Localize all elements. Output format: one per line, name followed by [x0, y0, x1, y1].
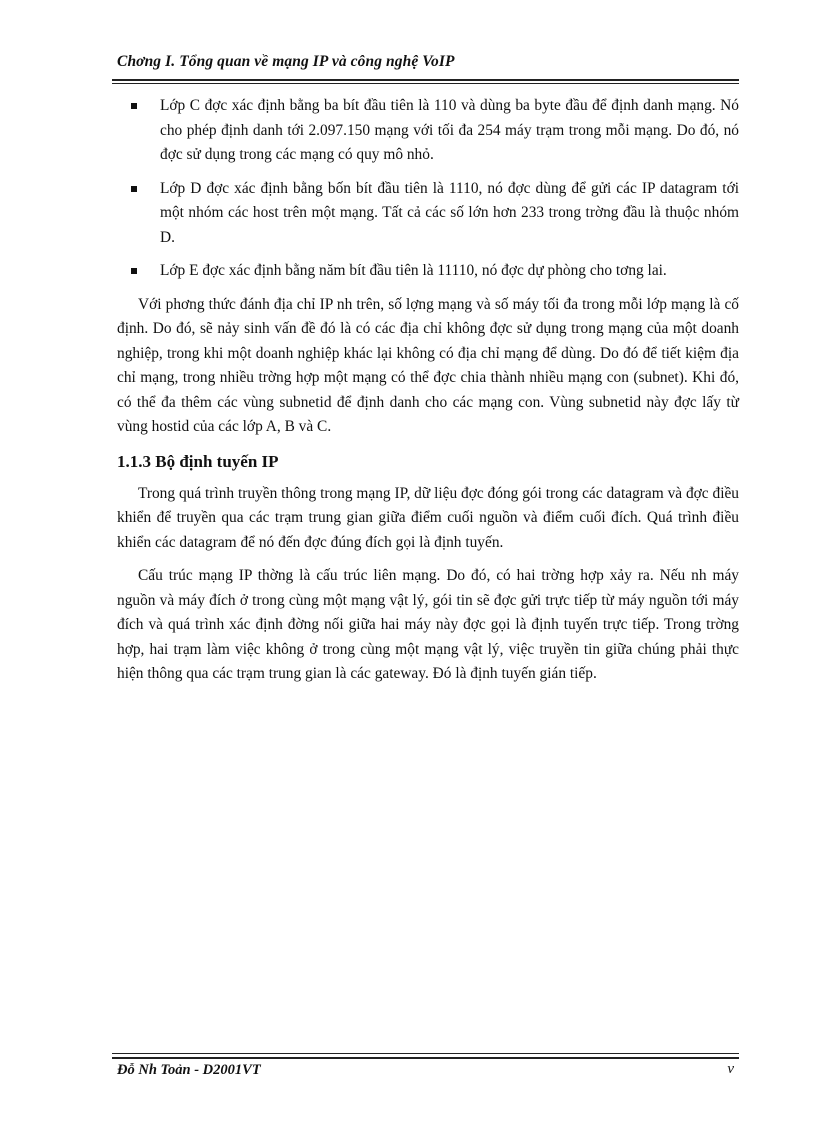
bullet-text: Lớp C đợc xác định bằng ba bít đầu tiên là 110 và dùng ba byte đầu để định danh mạng. Nó cho phép định danh tới 2.097.150 mạng với tối đa 254 máy trạm trong mỗi mạng. Do đó, nó đợc sử dụng trong các mạng có quy mô nhỏ. — [160, 97, 739, 163]
bullet-item-class-e — [117, 259, 739, 284]
bullet-text: Lớp D đợc xác định bằng bốn bít đầu tiên là 1110, nó đợc dùng để gửi các IP datagram tới một nhóm các host trên một mạng. Tất cả các số lớn hơn 233 trong trờng đầu là thuộc nhóm D. — [160, 179, 739, 246]
page-body — [117, 94, 739, 687]
body-paragraph: Với phơng thức đánh địa chỉ IP nh trên, số lợng mạng và số máy tối đa trong mỗi lớp mạng là cố định. Do đó, sẽ nảy sinh vấn đề đó là có các địa chỉ không đợc sử dụng trong mạng của một doanh nghiệp, trong khi một doanh nghiệp khác lại không có địa chỉ mạng để dùng. Do đó để tiết kiệm địa chỉ mạng, trong nhiều trờng hợp một mạng có thể đợc chia thành nhiều mạng con (subnet). Khi đó, có thể đa thêm các vùng subnetid để định danh cho các mạng con. Vùng subnetid này đợc lấy từ vùng hostid của các lớp A, B và C. — [117, 295, 739, 435]
footer-rule-top — [112, 1053, 739, 1054]
header-rule-top — [112, 79, 739, 81]
square-bullet-icon — [131, 186, 137, 192]
footer-rule-bottom — [112, 1057, 739, 1059]
footer-author: Đỗ Nh Toản - D2001VT — [117, 1062, 261, 1078]
square-bullet-icon — [131, 268, 137, 274]
section-heading: 1.1.3 Bộ định tuyến IP — [117, 451, 279, 471]
bullet-item-class-d — [117, 177, 739, 251]
body-paragraph: Trong quá trình truyền thông trong mạng IP, dữ liệu đợc đóng gói trong các datagram và đợc điều khiển để truyền qua các trạm trung gian giữa điểm cuối nguồn và điểm cuối đích. Quá trình điều khiển các datagram để nó đến đợc đúng đích gọi là định tuyến. — [117, 484, 739, 551]
page-number: v — [727, 1061, 734, 1077]
page-header-title: Chơng I. Tổng quan về mạng IP và công nghệ VoIP — [117, 53, 455, 70]
square-bullet-icon — [131, 103, 137, 109]
header-rule-bottom — [112, 83, 739, 84]
bullet-item-class-c — [117, 94, 739, 168]
bullet-text: Lớp E đợc xác định bằng năm bít đầu tiên là 11110, nó đợc dự phòng cho tơng lai. — [160, 262, 667, 279]
body-paragraph: Cấu trúc mạng IP thờng là cấu trúc liên mạng. Do đó, có hai trờng hợp xảy ra. Nếu nh máy nguồn và máy đích ở trong cùng một mạng vật lý, gói tin sẽ đợc gửi trực tiếp từ máy nguồn tới máy đích và quá trình xác định đờng nối giữa hai máy này đợc gọi là định tuyến trực tiếp. Trong trờng hợp, hai trạm làm việc không ở trong cùng một mạng vật lý, việc truyền tin giữa chúng phải thực hiện thông qua các trạm trung gian là các gateway. Đó là định tuyến gián tiếp. — [117, 567, 739, 682]
